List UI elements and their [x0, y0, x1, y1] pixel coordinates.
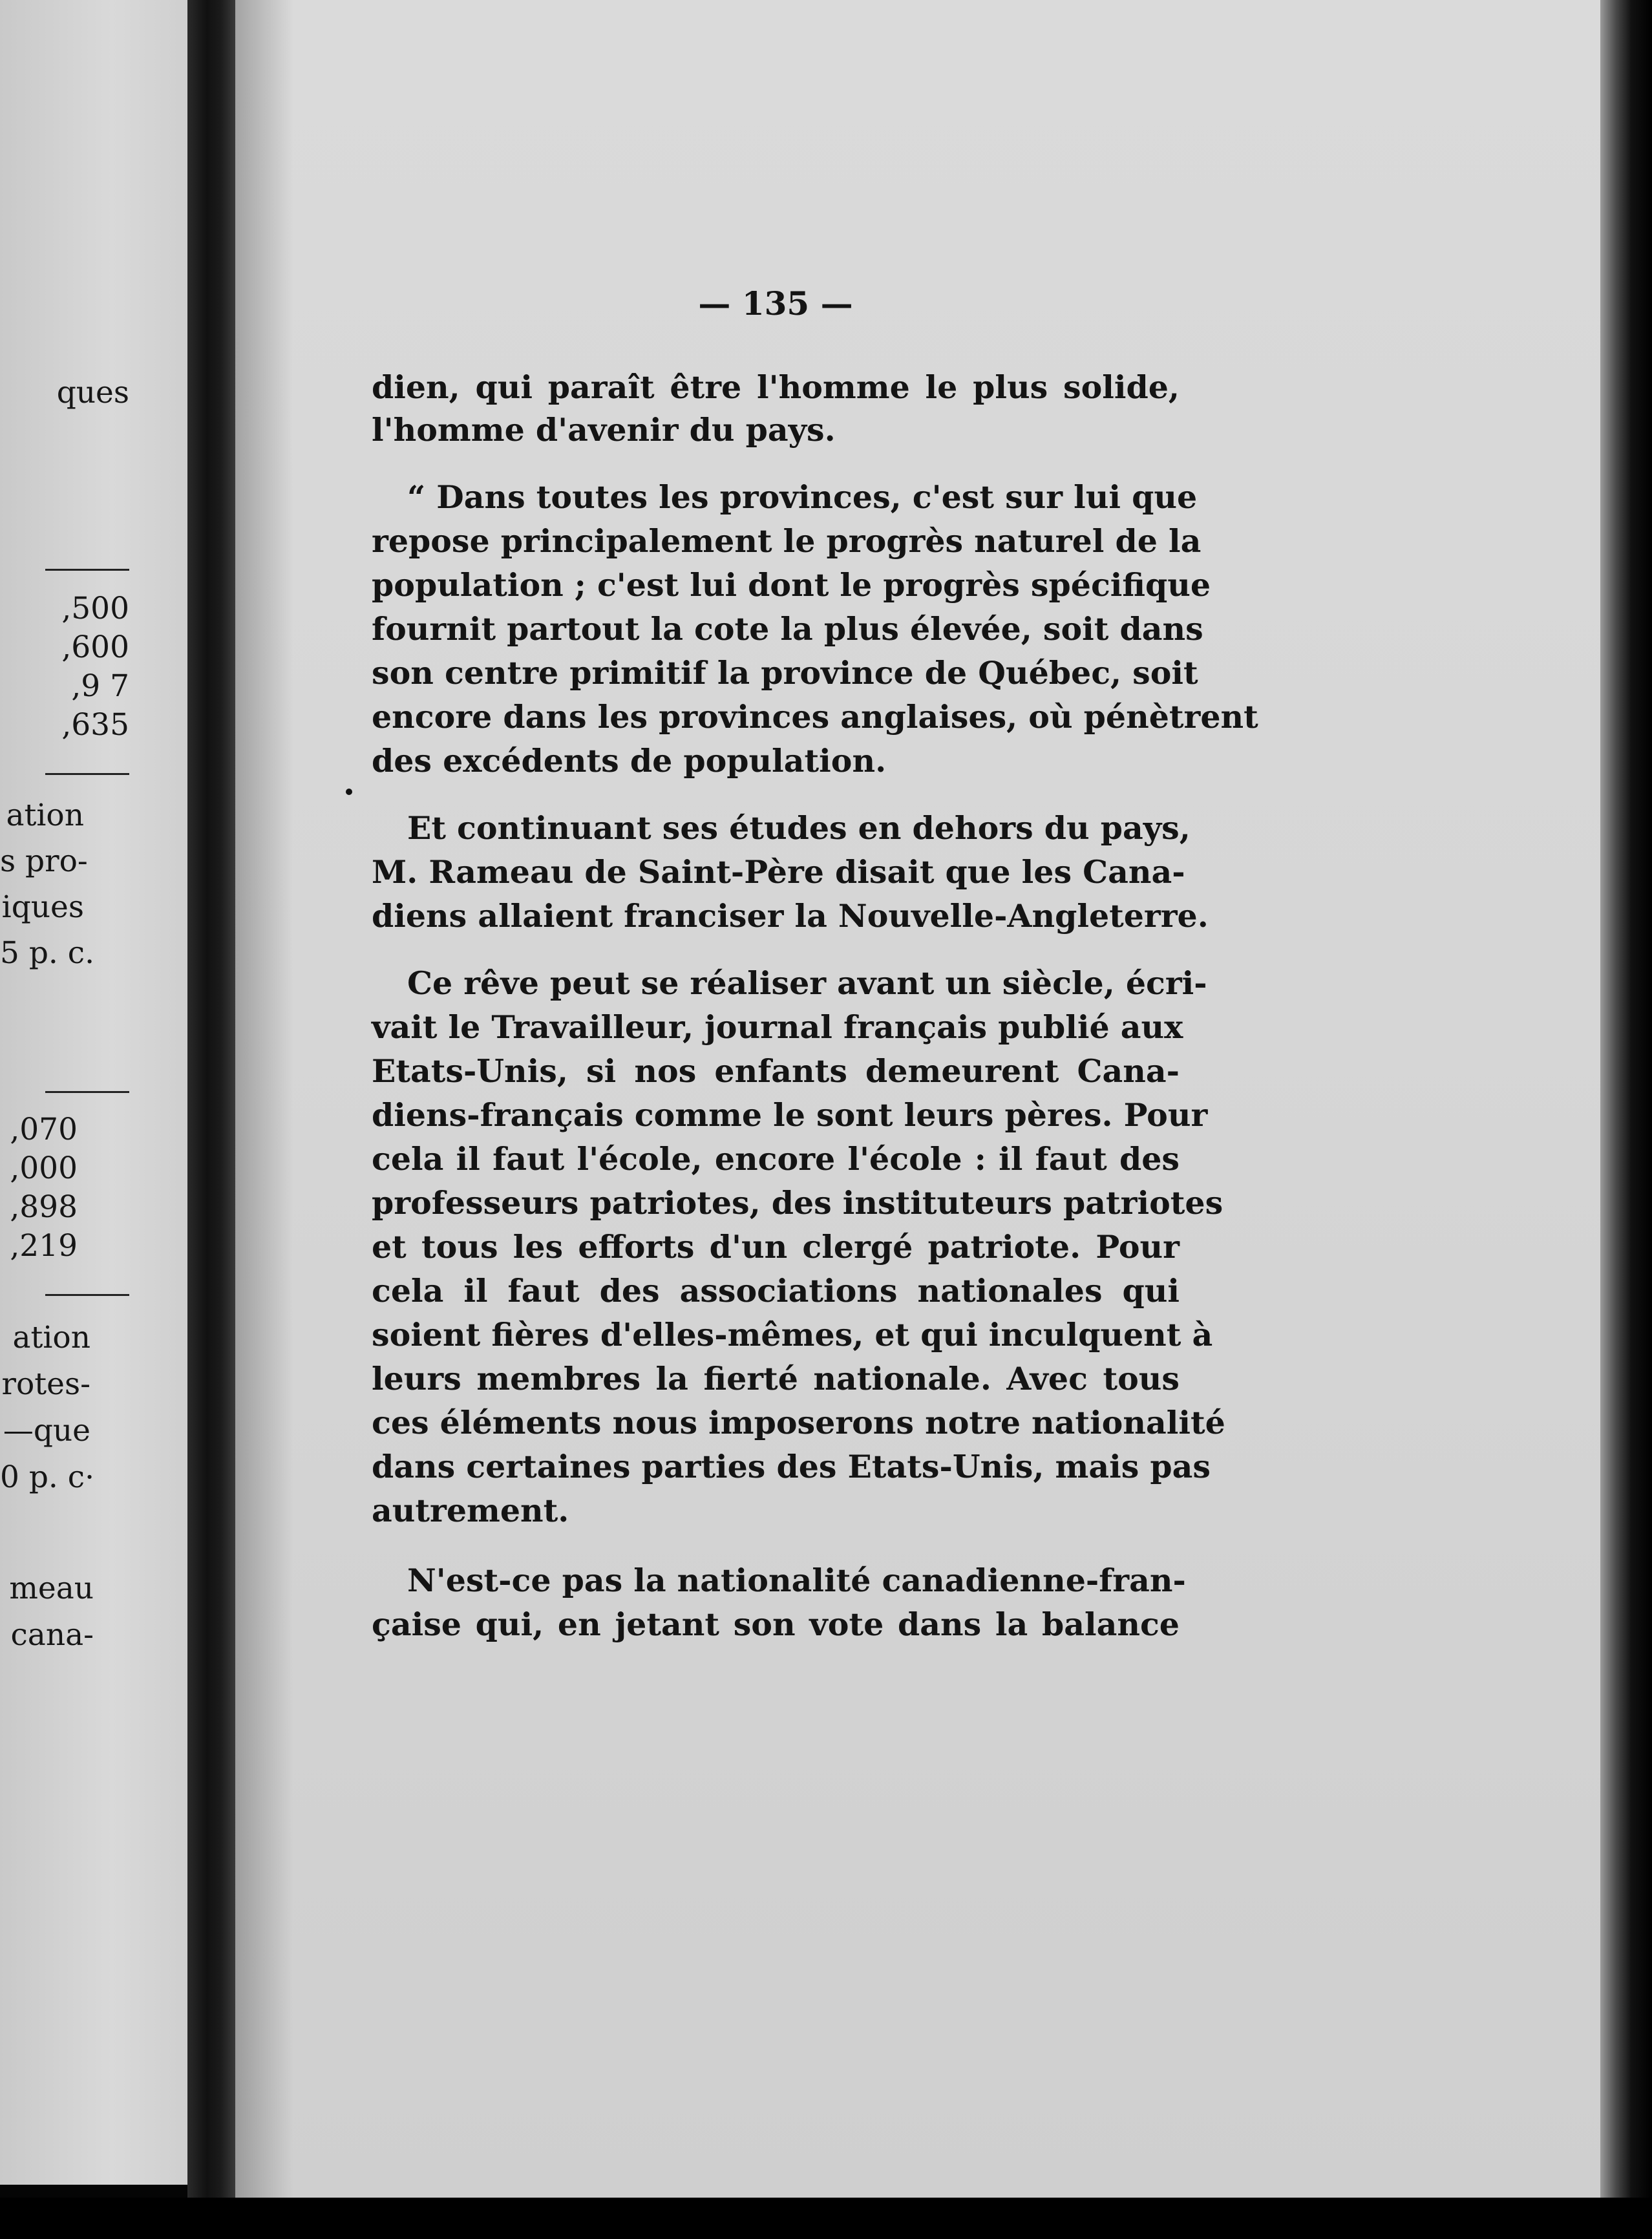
- text-line: Etats-Unis, si nos enfants demeurent Cana-: [372, 1052, 1180, 1090]
- text-line: diens allaient franciser la Nouvelle-Angleterre.: [372, 897, 1209, 935]
- left-rule: [45, 1294, 129, 1296]
- book-gutter: [187, 0, 235, 2239]
- text-line: dien, qui paraît être l'homme le plus solide,: [372, 368, 1180, 406]
- left-fragment: ,600: [61, 630, 129, 665]
- left-fragment: ,9 7: [71, 668, 129, 704]
- left-rule: [45, 1091, 129, 1093]
- text-line: cela il faut l'école, encore l'école : il faut des: [372, 1140, 1180, 1178]
- text-line: leurs membres la fierté nationale. Avec tous: [372, 1360, 1180, 1397]
- text-line: population ; c'est lui dont le progrès spécifique: [372, 566, 1211, 604]
- left-rule: [45, 569, 129, 571]
- left-fragment: ,635: [61, 707, 129, 743]
- page-number: — 135 —: [698, 284, 853, 323]
- text-line: “ Dans toutes les provinces, c'est sur lui que: [407, 478, 1198, 516]
- text-line: repose principalement le progrès naturel de la: [372, 522, 1202, 560]
- left-fragment: ,500: [61, 591, 129, 626]
- text-line: Et continuant ses études en dehors du pays,: [407, 809, 1191, 847]
- left-fragment: ,070: [10, 1112, 78, 1147]
- text-line: professeurs patriotes, des instituteurs patriotes: [372, 1184, 1223, 1222]
- text-line: son centre primitif la province de Québec, soit: [372, 654, 1198, 692]
- text-line: cela il faut des associations nationales qui: [372, 1272, 1180, 1310]
- left-fragment: ation: [12, 1320, 90, 1355]
- text-line: diens-français comme le sont leurs pères. Pour: [372, 1096, 1208, 1134]
- text-line: des excédents de population.: [372, 742, 887, 780]
- left-fragment: ,898: [10, 1189, 78, 1225]
- text-line: dans certaines parties des Etats-Unis, mais pas: [372, 1448, 1211, 1485]
- text-line: vait le Travailleur, journal français publié aux: [372, 1008, 1183, 1046]
- text-line: autrement.: [372, 1492, 569, 1529]
- text-line: N'est-ce pas la nationalité canadienne-fran-: [407, 1562, 1186, 1599]
- left-fragment: ,000: [10, 1151, 78, 1186]
- text-line: et tous les efforts d'un clergé patriote. Pour: [372, 1228, 1180, 1266]
- left-fragment: rotes-: [1, 1366, 90, 1402]
- text-line: fournit partout la cote la plus élevée, soit dans: [372, 610, 1203, 648]
- left-fragment: iques: [1, 889, 84, 925]
- left-fragment: 0 p. c·: [0, 1459, 95, 1495]
- left-fragment: —que: [3, 1413, 90, 1448]
- left-fragment: ,219: [10, 1228, 78, 1264]
- text-line: encore dans les provinces anglaises, où pénètrent: [372, 698, 1258, 736]
- left-fragment: ques: [56, 375, 129, 410]
- fold-shadow: [235, 0, 293, 2198]
- left-rule: [45, 773, 129, 775]
- text-line: çaise qui, en jetant son vote dans la balance: [372, 1606, 1180, 1643]
- text-line: ces éléments nous imposerons notre nationalité: [372, 1404, 1225, 1441]
- text-line: Ce rêve peut se réaliser avant un siècle, écri-: [407, 964, 1207, 1002]
- text-line: M. Rameau de Saint-Père disait que les Cana-: [372, 853, 1185, 891]
- left-fragment: 5 p. c.: [0, 935, 95, 971]
- left-fragment: s pro-: [0, 844, 88, 879]
- text-line: l'homme d'avenir du pays.: [372, 411, 836, 449]
- left-fragment: cana-: [10, 1617, 94, 1653]
- right-page-edge: [1600, 0, 1652, 2239]
- ink-speck: [346, 789, 352, 795]
- bottom-band: [0, 2198, 1652, 2239]
- text-line: soient fières d'elles-mêmes, et qui inculquent à: [372, 1316, 1213, 1353]
- left-fragment: ation: [6, 798, 84, 833]
- left-fragment: meau: [9, 1571, 94, 1606]
